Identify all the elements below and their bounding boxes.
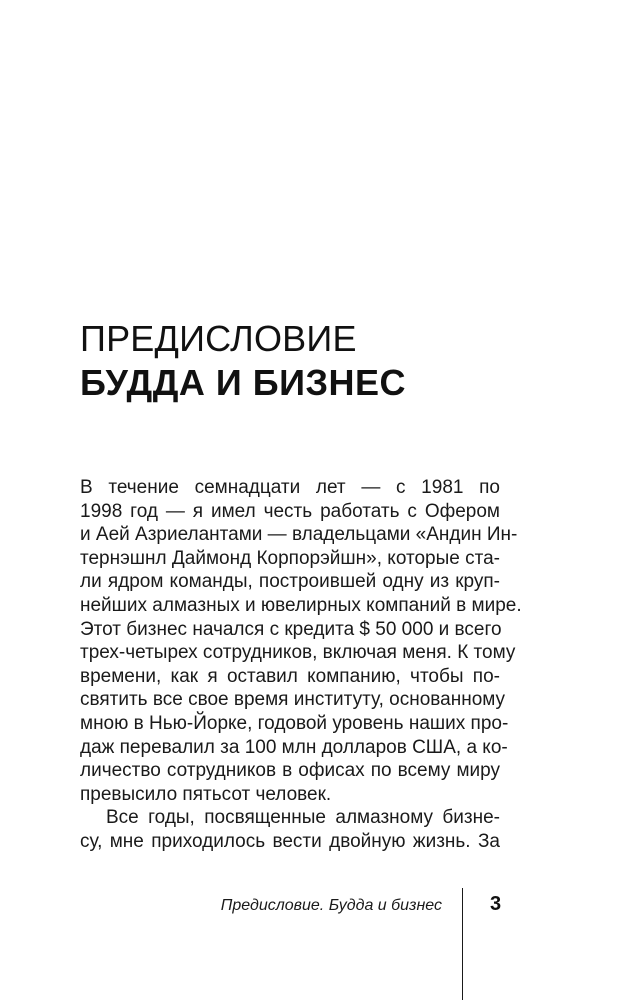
- chapter-title: БУДДА И БИЗНЕС: [80, 362, 407, 403]
- text-line: су, мне приходилось вести двойную жизнь. За: [80, 830, 500, 852]
- text-line: Все годы, посвященные алмазному бизне-: [106, 807, 500, 829]
- text-line: Этот бизнес начался с кредита $ 50 000 и всего: [80, 618, 502, 640]
- text-line: святить все свое время институту, основанному: [80, 689, 506, 711]
- body-text: [80, 476, 522, 854]
- chapter-kicker: ПРЕДИСЛОВИЕ: [80, 318, 357, 359]
- footer-divider: [462, 888, 463, 1000]
- text-line: трех-четырех сотрудников, включая меня. К тому: [80, 642, 516, 664]
- text-line: В течение семнадцати лет — с 1981 по: [80, 477, 500, 498]
- text-line: тернэшнл Даймонд Корпорэйшн», которые ста-: [80, 547, 500, 569]
- text-line: времени, как я оставил компанию, чтобы по-: [80, 665, 500, 687]
- page-number: 3: [490, 893, 502, 915]
- text-line: и Аей Азриелантами — владельцами «Андин Ин-: [80, 524, 518, 546]
- text-line: превысило пятьсот человек.: [80, 783, 332, 805]
- running-title: Предисловие. Будда и бизнес: [220, 897, 442, 914]
- text-line: мною в Нью-Йорке, годовой уровень наших про-: [80, 712, 509, 734]
- text-line: 1998 год — я имел честь работать с Офером: [80, 500, 500, 522]
- text-line: личество сотрудников в офисах по всему миру: [80, 760, 500, 782]
- text-line: нейших алмазных и ювелирных компаний в мире.: [80, 594, 522, 616]
- text-line: ли ядром команды, построившей одну из круп-: [80, 571, 500, 593]
- text-line: даж перевалил за 100 млн долларов США, а ко-: [80, 736, 508, 758]
